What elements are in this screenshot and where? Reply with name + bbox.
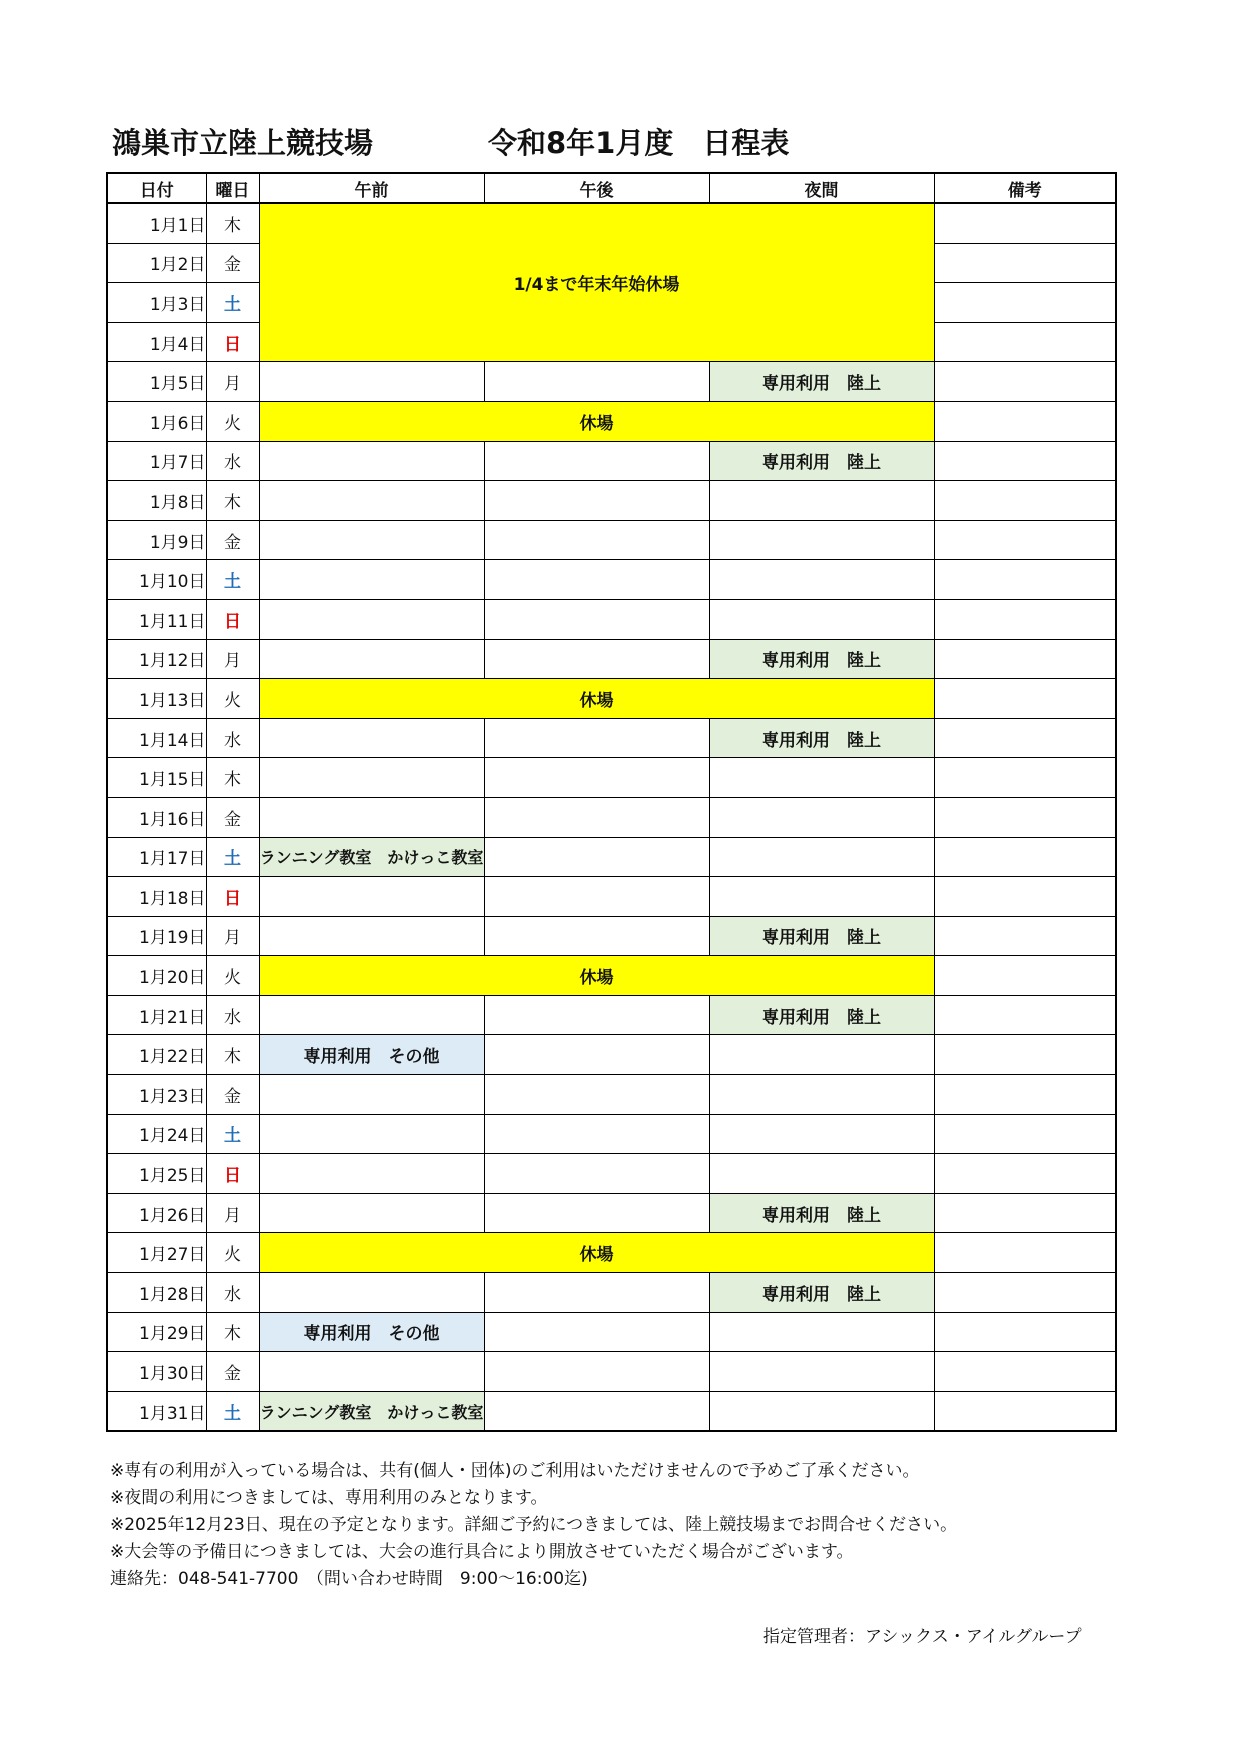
notes-cell xyxy=(934,758,1116,798)
am-cell xyxy=(259,560,484,600)
table-row xyxy=(107,1114,1116,1154)
dow-cell: 金 xyxy=(206,520,259,560)
schedule-table xyxy=(106,172,1117,1432)
pm-cell xyxy=(484,1035,709,1075)
notes-cell xyxy=(934,1075,1116,1115)
date-cell: 1月25日 xyxy=(107,1154,206,1194)
pm-cell xyxy=(484,1193,709,1233)
table-row xyxy=(107,718,1116,758)
am-cell xyxy=(259,1154,484,1194)
dow-cell: 土 xyxy=(206,837,259,877)
notes-cell xyxy=(934,956,1116,996)
table-row xyxy=(107,797,1116,837)
pm-cell xyxy=(484,916,709,956)
am-cell xyxy=(259,639,484,679)
night-cell xyxy=(709,1154,934,1194)
dow-cell: 金 xyxy=(206,1075,259,1115)
notes-cell xyxy=(934,1312,1116,1352)
header-am: 午前 xyxy=(259,173,484,203)
pm-cell xyxy=(484,1391,709,1431)
period-title: 令和8年1月度 日程表 xyxy=(488,126,790,160)
note-line: ※2025年12月23日、現在の予定となります。詳細ご予約につきましては、陸上競技場までお問合せください。 xyxy=(110,1515,958,1535)
pm-cell xyxy=(484,481,709,521)
notes-cell xyxy=(934,1273,1116,1313)
am-cell xyxy=(259,1352,484,1392)
date-cell: 1月6日 xyxy=(107,401,206,441)
am-cell xyxy=(259,362,484,402)
night-cell: 専用利用 陸上 xyxy=(709,1273,934,1313)
pm-cell xyxy=(484,520,709,560)
holiday-closure-cell: 1/4まで年末年始休場 xyxy=(259,203,934,362)
pm-cell xyxy=(484,995,709,1035)
pm-cell xyxy=(484,1154,709,1194)
night-cell xyxy=(709,1352,934,1392)
table-row xyxy=(107,1273,1116,1313)
night-cell xyxy=(709,1075,934,1115)
notes-cell xyxy=(934,639,1116,679)
table-row xyxy=(107,758,1116,798)
pm-cell xyxy=(484,599,709,639)
date-cell: 1月31日 xyxy=(107,1391,206,1431)
dow-cell: 金 xyxy=(206,1352,259,1392)
table-row xyxy=(107,1233,1116,1273)
night-cell xyxy=(709,877,934,917)
note-line: ※専有の利用が入っている場合は、共有(個人・団体)のご利用はいただけませんので予めご了承ください。 xyxy=(110,1461,920,1481)
dow-cell: 木 xyxy=(206,1035,259,1075)
am-cell xyxy=(259,1273,484,1313)
am-cell xyxy=(259,599,484,639)
night-cell xyxy=(709,1035,934,1075)
notes xyxy=(110,1458,957,1593)
table-row xyxy=(107,1193,1116,1233)
date-cell: 1月12日 xyxy=(107,639,206,679)
am-cell xyxy=(259,520,484,560)
date-cell: 1月17日 xyxy=(107,837,206,877)
date-cell: 1月16日 xyxy=(107,797,206,837)
table-row xyxy=(107,837,1116,877)
dow-cell: 木 xyxy=(206,1312,259,1352)
table-row xyxy=(107,481,1116,521)
date-cell: 1月18日 xyxy=(107,877,206,917)
dow-cell: 土 xyxy=(206,1114,259,1154)
date-cell: 1月20日 xyxy=(107,956,206,996)
night-cell xyxy=(709,797,934,837)
notes-cell xyxy=(934,877,1116,917)
pm-cell xyxy=(484,837,709,877)
pm-cell xyxy=(484,797,709,837)
dow-cell: 月 xyxy=(206,639,259,679)
pm-cell xyxy=(484,1114,709,1154)
notes-cell xyxy=(934,718,1116,758)
dow-cell: 月 xyxy=(206,362,259,402)
date-cell: 1月11日 xyxy=(107,599,206,639)
table-row xyxy=(107,1035,1116,1075)
dow-cell: 水 xyxy=(206,1273,259,1313)
am-cell xyxy=(259,1193,484,1233)
am-cell: ランニング教室 かけっこ教室 xyxy=(259,837,484,877)
am-cell xyxy=(259,481,484,521)
note-line: ※夜間の利用につきましては、専用利用のみとなります。 xyxy=(110,1488,548,1508)
closed-cell: 休場 xyxy=(259,1233,934,1273)
dow-cell: 木 xyxy=(206,203,259,243)
dow-cell: 日 xyxy=(206,599,259,639)
date-cell: 1月15日 xyxy=(107,758,206,798)
notes-cell xyxy=(934,243,1116,283)
facility-title: 鴻巣市立陸上競技場 xyxy=(112,126,374,160)
pm-cell xyxy=(484,1352,709,1392)
date-cell: 1月8日 xyxy=(107,481,206,521)
night-cell xyxy=(709,1391,934,1431)
notes-cell xyxy=(934,1233,1116,1273)
table-row xyxy=(107,441,1116,481)
am-cell: ランニング教室 かけっこ教室 xyxy=(259,1391,484,1431)
date-cell: 1月29日 xyxy=(107,1312,206,1352)
notes-cell xyxy=(934,679,1116,719)
date-cell: 1月10日 xyxy=(107,560,206,600)
night-cell: 専用利用 陸上 xyxy=(709,639,934,679)
table-row xyxy=(107,679,1116,719)
table-row xyxy=(107,1075,1116,1115)
date-cell: 1月4日 xyxy=(107,322,206,362)
dow-cell: 水 xyxy=(206,441,259,481)
table-row xyxy=(107,599,1116,639)
dow-cell: 月 xyxy=(206,916,259,956)
dow-cell: 水 xyxy=(206,718,259,758)
notes-cell xyxy=(934,1035,1116,1075)
pm-cell xyxy=(484,639,709,679)
header-dow: 曜日 xyxy=(206,173,259,203)
night-cell: 専用利用 陸上 xyxy=(709,441,934,481)
pm-cell xyxy=(484,441,709,481)
dow-cell: 金 xyxy=(206,243,259,283)
dow-cell: 土 xyxy=(206,1391,259,1431)
notes-cell xyxy=(934,401,1116,441)
notes-cell xyxy=(934,362,1116,402)
am-cell xyxy=(259,995,484,1035)
am-cell xyxy=(259,1075,484,1115)
dow-cell: 日 xyxy=(206,322,259,362)
dow-cell: 金 xyxy=(206,797,259,837)
date-cell: 1月28日 xyxy=(107,1273,206,1313)
table-row xyxy=(107,639,1116,679)
notes-cell xyxy=(934,995,1116,1035)
night-cell xyxy=(709,520,934,560)
notes-cell xyxy=(934,837,1116,877)
am-cell xyxy=(259,797,484,837)
dow-cell: 日 xyxy=(206,877,259,917)
pm-cell xyxy=(484,718,709,758)
table-row xyxy=(107,1391,1116,1431)
dow-cell: 水 xyxy=(206,995,259,1035)
notes-cell xyxy=(934,1114,1116,1154)
notes-cell xyxy=(934,1193,1116,1233)
pm-cell xyxy=(484,877,709,917)
am-cell xyxy=(259,758,484,798)
table-row xyxy=(107,877,1116,917)
pm-cell xyxy=(484,758,709,798)
night-cell xyxy=(709,758,934,798)
night-cell xyxy=(709,1312,934,1352)
table-row xyxy=(107,1312,1116,1352)
am-cell: 専用利用 その他 xyxy=(259,1312,484,1352)
date-cell: 1月1日 xyxy=(107,203,206,243)
pm-cell xyxy=(484,1273,709,1313)
date-cell: 1月21日 xyxy=(107,995,206,1035)
night-cell xyxy=(709,599,934,639)
dow-cell: 火 xyxy=(206,956,259,996)
date-cell: 1月13日 xyxy=(107,679,206,719)
notes-cell xyxy=(934,797,1116,837)
date-cell: 1月9日 xyxy=(107,520,206,560)
date-cell: 1月2日 xyxy=(107,243,206,283)
night-cell: 専用利用 陸上 xyxy=(709,718,934,758)
dow-cell: 木 xyxy=(206,758,259,798)
date-cell: 1月3日 xyxy=(107,283,206,323)
date-cell: 1月14日 xyxy=(107,718,206,758)
dow-cell: 木 xyxy=(206,481,259,521)
table-row xyxy=(107,401,1116,441)
table-row xyxy=(107,995,1116,1035)
notes-cell xyxy=(934,322,1116,362)
am-cell xyxy=(259,441,484,481)
pm-cell xyxy=(484,1312,709,1352)
header-date: 日付 xyxy=(107,173,206,203)
notes-cell xyxy=(934,560,1116,600)
date-cell: 1月27日 xyxy=(107,1233,206,1273)
date-cell: 1月22日 xyxy=(107,1035,206,1075)
notes-cell xyxy=(934,599,1116,639)
night-cell xyxy=(709,837,934,877)
dow-cell: 火 xyxy=(206,401,259,441)
notes-cell xyxy=(934,481,1116,521)
notes-cell xyxy=(934,520,1116,560)
am-cell xyxy=(259,877,484,917)
date-cell: 1月19日 xyxy=(107,916,206,956)
pm-cell xyxy=(484,560,709,600)
header-pm: 午後 xyxy=(484,173,709,203)
night-cell: 専用利用 陸上 xyxy=(709,995,934,1035)
header-row xyxy=(107,173,1116,203)
night-cell: 専用利用 陸上 xyxy=(709,916,934,956)
night-cell: 専用利用 陸上 xyxy=(709,1193,934,1233)
date-cell: 1月26日 xyxy=(107,1193,206,1233)
date-cell: 1月30日 xyxy=(107,1352,206,1392)
notes-cell xyxy=(934,1352,1116,1392)
notes-cell xyxy=(934,916,1116,956)
dow-cell: 土 xyxy=(206,283,259,323)
table-row xyxy=(107,916,1116,956)
title-row xyxy=(112,121,1112,171)
notes-cell xyxy=(934,1154,1116,1194)
note-line: ※大会等の予備日につきましては、大会の進行具合により開放させていただく場合がございます。 xyxy=(110,1542,854,1562)
am-cell: 専用利用 その他 xyxy=(259,1035,484,1075)
pm-cell xyxy=(484,362,709,402)
table-row xyxy=(107,362,1116,402)
dow-cell: 日 xyxy=(206,1154,259,1194)
table-row xyxy=(107,1352,1116,1392)
table-row xyxy=(107,1154,1116,1194)
notes-cell xyxy=(934,283,1116,323)
table-row xyxy=(107,560,1116,600)
closed-cell: 休場 xyxy=(259,401,934,441)
am-cell xyxy=(259,1114,484,1154)
pm-cell xyxy=(484,1075,709,1115)
am-cell xyxy=(259,916,484,956)
table-row xyxy=(107,203,1116,243)
notes-cell xyxy=(934,1391,1116,1431)
dow-cell: 火 xyxy=(206,1233,259,1273)
date-cell: 1月7日 xyxy=(107,441,206,481)
header-night: 夜間 xyxy=(709,173,934,203)
night-cell xyxy=(709,560,934,600)
notes-cell xyxy=(934,203,1116,243)
date-cell: 1月24日 xyxy=(107,1114,206,1154)
manager-credit: 指定管理者：アシックス・アイルグループ xyxy=(763,1627,1082,1647)
date-cell: 1月5日 xyxy=(107,362,206,402)
notes-cell xyxy=(934,441,1116,481)
date-cell: 1月23日 xyxy=(107,1075,206,1115)
dow-cell: 火 xyxy=(206,679,259,719)
table-row xyxy=(107,520,1116,560)
closed-cell: 休場 xyxy=(259,679,934,719)
header-notes: 備考 xyxy=(934,173,1116,203)
closed-cell: 休場 xyxy=(259,956,934,996)
night-cell xyxy=(709,481,934,521)
dow-cell: 土 xyxy=(206,560,259,600)
table-row xyxy=(107,956,1116,996)
dow-cell: 月 xyxy=(206,1193,259,1233)
contact-line: 連絡先：048-541-7700 （問い合わせ時間 9:00～16:00迄) xyxy=(110,1569,588,1589)
night-cell xyxy=(709,1114,934,1154)
am-cell xyxy=(259,718,484,758)
night-cell: 専用利用 陸上 xyxy=(709,362,934,402)
